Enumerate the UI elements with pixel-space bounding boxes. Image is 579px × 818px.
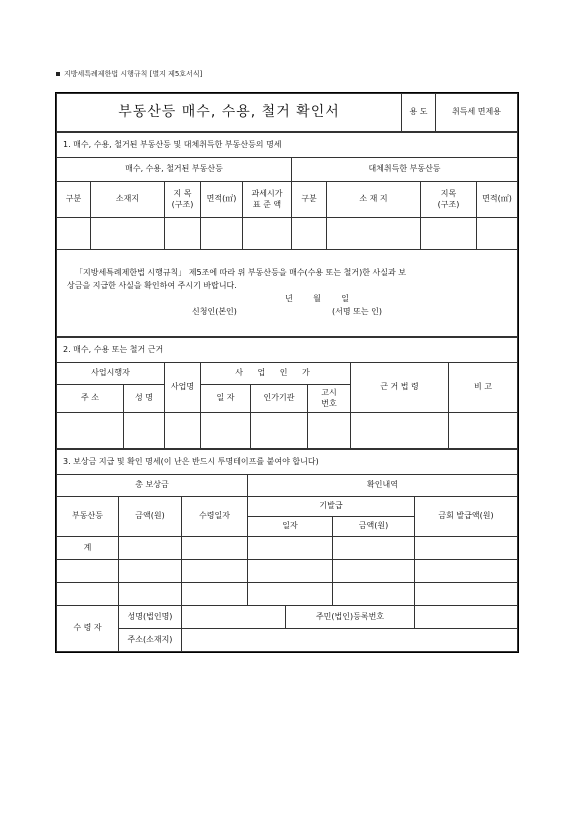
bullet-icon xyxy=(56,72,60,76)
input-cell[interactable] xyxy=(57,218,91,250)
input-cell[interactable] xyxy=(165,218,201,250)
input-cell[interactable] xyxy=(333,583,415,606)
request-date: 년 월 일 xyxy=(285,294,349,303)
input-cell[interactable] xyxy=(351,413,449,449)
signature-label: (서명 또는 인) xyxy=(332,306,382,316)
section2-heading: 2. 매수, 수용 또는 철거 근거 xyxy=(57,338,518,363)
total-compensation-header: 총 보상금 xyxy=(57,475,248,497)
property-header: 부동산등 xyxy=(57,497,119,537)
total-row-label: 계 xyxy=(57,537,119,560)
request-text-2: 상금을 지급한 사실을 확인하여 주시기 바랍니다. xyxy=(67,281,237,291)
issued-date-header: 일자 xyxy=(248,517,333,537)
section1-table xyxy=(56,132,518,337)
this-issue-amount-header: 금회 발급액(원) xyxy=(415,497,518,537)
col-type-2: 구분 xyxy=(292,182,327,218)
recipient-name-label: 성명(법인명) xyxy=(119,606,182,629)
col-area: 면적(㎡) xyxy=(201,182,243,218)
col-area-2: 면적(㎡) xyxy=(477,182,518,218)
input-cell[interactable] xyxy=(449,413,518,449)
date-header: 일 자 xyxy=(201,385,251,413)
input-cell[interactable] xyxy=(292,218,327,250)
confirmation-details-header: 확인내역 xyxy=(248,475,518,497)
recipient-label: 수 령 자 xyxy=(57,606,119,652)
input-cell[interactable] xyxy=(308,413,351,449)
confirmation-form xyxy=(55,92,519,653)
input-cell[interactable] xyxy=(477,218,518,250)
input-cell[interactable] xyxy=(119,537,182,560)
col-land-category-2: 지목 (구조) xyxy=(421,182,477,218)
input-cell[interactable] xyxy=(91,218,165,250)
input-cell[interactable] xyxy=(57,583,119,606)
request-paragraph xyxy=(57,250,518,337)
form-title: 부동산등 매수, 수용, 철거 확인서 xyxy=(57,94,402,132)
applicant-line xyxy=(67,306,507,319)
input-cell[interactable] xyxy=(124,413,165,449)
input-cell[interactable] xyxy=(119,560,182,583)
input-cell[interactable] xyxy=(165,413,201,449)
use-value: 취득세 면제용 xyxy=(436,94,518,132)
input-cell[interactable] xyxy=(57,413,124,449)
remarks-header: 비 고 xyxy=(449,363,518,413)
registration-no-label: 주민(법인)등록번호 xyxy=(286,606,415,629)
input-cell[interactable] xyxy=(57,560,119,583)
project-name-header: 사업명 xyxy=(165,363,201,413)
recipient-address-field[interactable] xyxy=(182,629,518,652)
address-header: 주 소 xyxy=(57,385,124,413)
input-cell[interactable] xyxy=(182,560,248,583)
issued-amount-header: 금액(원) xyxy=(333,517,415,537)
input-cell[interactable] xyxy=(243,218,292,250)
section3-heading: 3. 보상금 지급 및 확인 명세(이 난은 반드시 투명테이프를 붙여야 합니다) xyxy=(57,450,518,475)
input-cell[interactable] xyxy=(421,218,477,250)
col-land-category: 지 목 (구조) xyxy=(165,182,201,218)
input-cell[interactable] xyxy=(182,537,248,560)
input-cell[interactable] xyxy=(248,583,333,606)
input-cell[interactable] xyxy=(119,583,182,606)
input-cell[interactable] xyxy=(327,218,421,250)
input-cell[interactable] xyxy=(201,218,243,250)
input-cell[interactable] xyxy=(415,537,518,560)
request-text-1: 「지방세특례제한법 시행규칙」 제5조에 따라 위 부동산등을 매수(수용 또는 철거)한 사실과 보 xyxy=(75,268,406,278)
input-cell[interactable] xyxy=(333,537,415,560)
registration-no-field[interactable] xyxy=(415,606,518,629)
amount-header: 금액(원) xyxy=(119,497,182,537)
section3-table xyxy=(56,449,518,652)
approval-header: 사 업 인 가 xyxy=(201,363,351,385)
previously-issued-header: 기발급 xyxy=(248,497,415,517)
authority-header: 인가기관 xyxy=(251,385,308,413)
right-group-header: 대체취득한 부동산등 xyxy=(292,158,518,182)
recipient-name-field[interactable] xyxy=(182,606,286,629)
col-type: 구분 xyxy=(57,182,91,218)
recipient-address-label: 주소(소재지) xyxy=(119,629,182,652)
input-cell[interactable] xyxy=(333,560,415,583)
notice-no-header: 고시 번호 xyxy=(308,385,351,413)
form-reference-text: 지방세특례제한법 시행규칙 [별지 제5호서식] xyxy=(64,70,203,78)
receipt-date-header: 수령일자 xyxy=(182,497,248,537)
applicant-label: 신청인(본인) xyxy=(192,306,237,316)
title-table xyxy=(56,93,518,132)
input-cell[interactable] xyxy=(415,560,518,583)
input-cell[interactable] xyxy=(251,413,308,449)
name-header: 성 명 xyxy=(124,385,165,413)
section1-heading: 1. 매수, 수용, 철거된 부동산등 및 대체취득한 부동산등의 명세 xyxy=(57,133,518,158)
input-cell[interactable] xyxy=(248,537,333,560)
input-cell[interactable] xyxy=(248,560,333,583)
left-group-header: 매수, 수용, 철거된 부동산등 xyxy=(57,158,292,182)
col-location-2: 소 재 지 xyxy=(327,182,421,218)
use-label: 용 도 xyxy=(402,94,436,132)
form-reference-note xyxy=(56,69,202,79)
input-cell[interactable] xyxy=(182,583,248,606)
col-tax-price: 과세시가 표 준 액 xyxy=(243,182,292,218)
section2-table xyxy=(56,337,518,449)
operator-header: 사업시행자 xyxy=(57,363,165,385)
input-cell[interactable] xyxy=(201,413,251,449)
col-location: 소재지 xyxy=(91,182,165,218)
basis-law-header: 근 거 법 령 xyxy=(351,363,449,413)
input-cell[interactable] xyxy=(415,583,518,606)
